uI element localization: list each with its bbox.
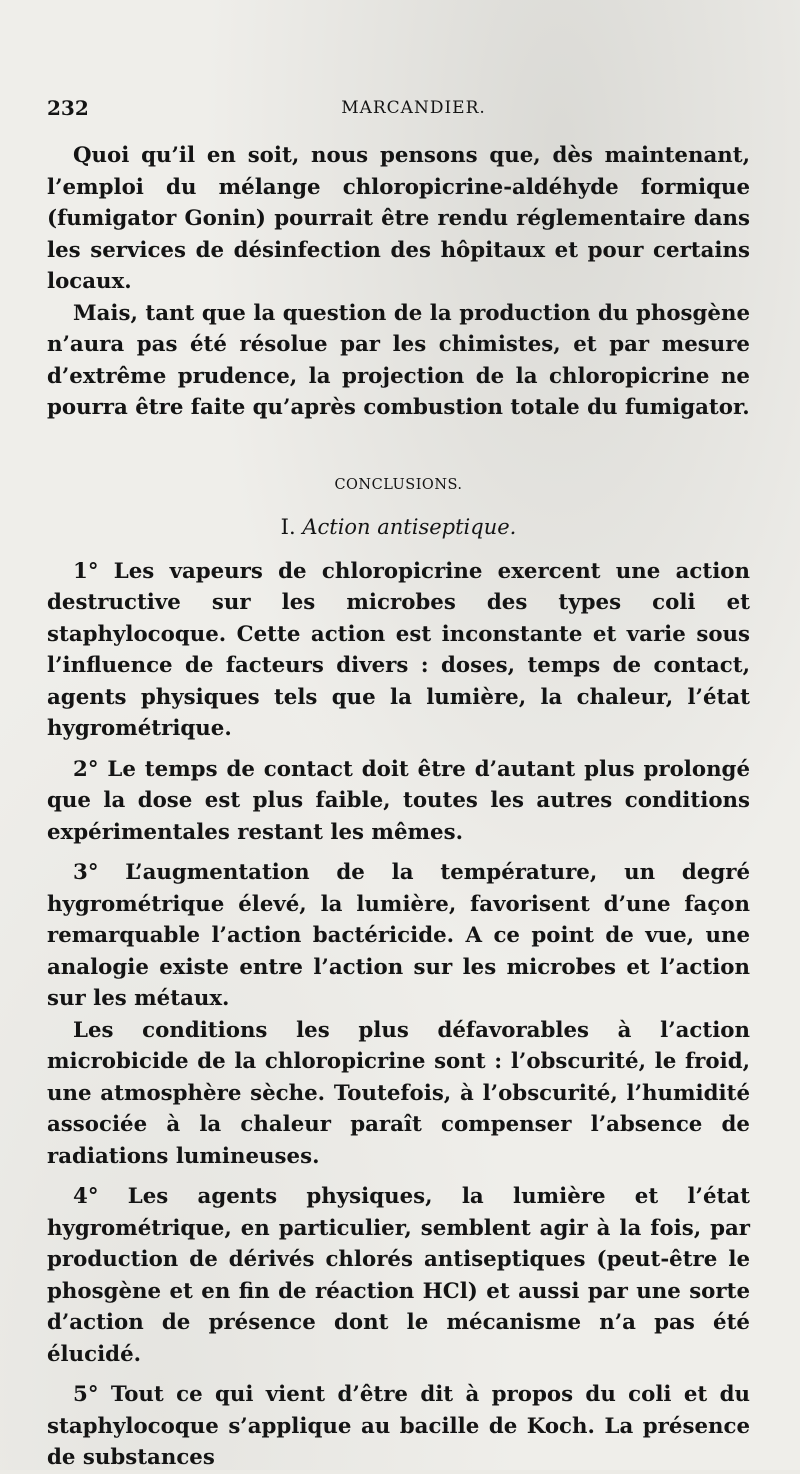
conclusion-item-3-continued: Les conditions les plus défavorables à l’action microbicide de la chloropicrine sont : l’obscurité, le froid, une atmosphère sèche. Toutefois, à l’obscurité, l’humidité associée à la chaleur paraît compenser l’absence de radiations lumineuses.	[47, 1017, 750, 1169]
conclusion-item-5: 5° Tout ce qui vient d’être dit à propos du coli et du staphylocoque s’applique au bacille de Koch. La présence de substances	[47, 1382, 750, 1470]
paragraph-intro-2: Mais, tant que la question de la production du phosgène n’aura pas été résolue par les chimistes, et par mesure d’extrême prudence, la projection de la chloropicrine ne pourra être faite qu’après combustion totale du fumigator.	[47, 300, 750, 420]
page-number: 232	[47, 96, 89, 120]
subsection-name: Action antiseptique.	[302, 514, 517, 539]
subsection-numeral: I.	[280, 514, 296, 539]
conclusion-item-3: 3° L’augmentation de la température, un degré hygrométrique élevé, la lumière, favorisent d’une façon remarquable l’action bactéricide. A ce point de vue, une analogie existe entre l’action sur les microbes et l’action sur les métaux.	[47, 860, 750, 1011]
running-head: MARCANDIER.	[341, 98, 486, 118]
body-text	[47, 140, 750, 1474]
page-header	[47, 96, 750, 126]
conclusion-item-4: 4° Les agents physiques, la lumière et l’état hygrométrique, en particulier, semblent agir à la fois, par production de dérivés chlorés antiseptiques (peut-être le phosgène et en fin de réaction HCl) et aussi par une sorte d’action de présence dont le mécanisme n’a pas été élucidé.	[47, 1184, 750, 1367]
paragraph-intro-1: Quoi qu’il en soit, nous pensons que, dès maintenant, l’emploi du mélange chloropicrine-aldéhyde formique (fumigator Gonin) pourrait être rendu réglementaire dans les services de désinfection des hôpitaux et pour certains locaux.	[47, 143, 750, 294]
subsection-title	[47, 512, 750, 542]
conclusions-heading: CONCLUSIONS.	[334, 476, 463, 493]
conclusion-item-1: 1° Les vapeurs de chloropicrine exercent une action destructive sur les microbes des types coli et staphylocoque. Cette action est inconstante et varie sous l’influence de facteurs divers : doses, temps de contact, agents physiques tels que la lumière, la chaleur, l’état hygrométrique.	[47, 558, 750, 741]
conclusion-item-2: 2° Le temps de contact doit être d’autant plus prolongé que la dose est plus faible, toutes les autres conditions expérimentales restant les mêmes.	[47, 756, 750, 845]
